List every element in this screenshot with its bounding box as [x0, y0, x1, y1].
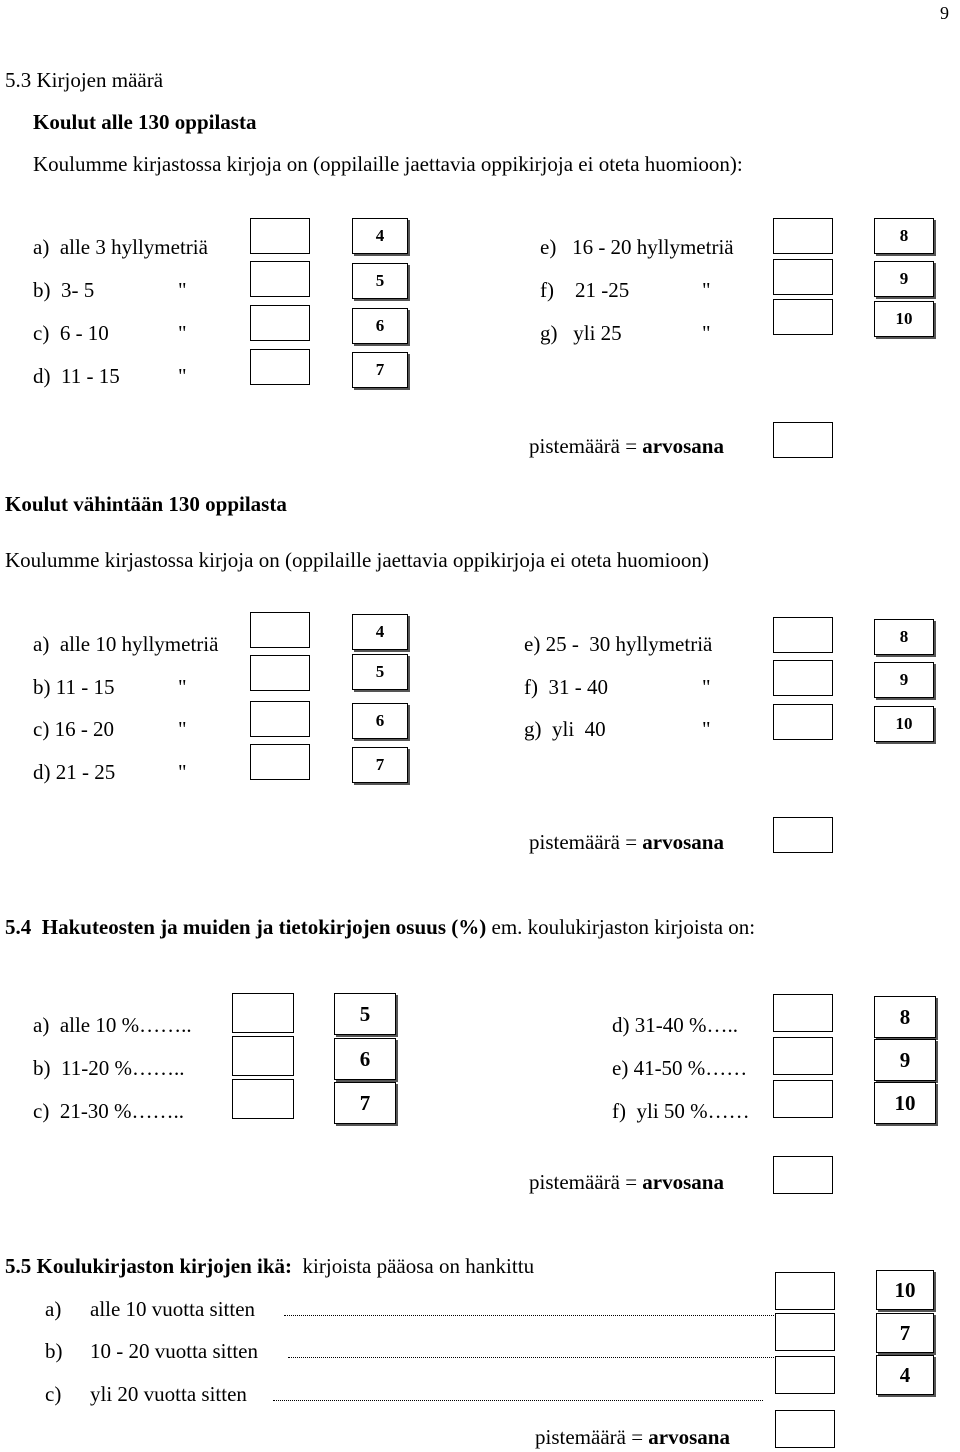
- sub1-title: Koulut alle 130 oppilasta: [33, 110, 257, 134]
- s55-option-c-letter: c): [45, 1382, 62, 1406]
- sub1-option-e-points: 8: [874, 218, 934, 254]
- sub1-option-g-checkbox[interactable]: [773, 299, 833, 335]
- sub1-total-grade-word: arvosana: [642, 434, 724, 458]
- s55-option-c-leader-dots: [273, 1400, 763, 1401]
- section-5-3-heading: 5.3 Kirjojen määrä: [5, 68, 164, 92]
- section-5-5-heading-bold: 5.5 Koulukirjaston kirjojen ikä:: [5, 1254, 293, 1278]
- sub2-option-d-checkbox[interactable]: [250, 744, 310, 780]
- sub1-total-text: pistemäärä =: [529, 434, 643, 458]
- sub2-option-c-checkbox[interactable]: [250, 701, 310, 737]
- sub1-option-c-points: 6: [352, 308, 408, 344]
- s54-option-d-points: 8: [874, 996, 936, 1038]
- s55-option-b-checkbox[interactable]: [775, 1313, 835, 1351]
- sub1-option-g-points: 10: [874, 301, 934, 337]
- sub1-option-e-checkbox[interactable]: [773, 218, 833, 254]
- s54-option-f-label: f) yli 50 %……: [612, 1099, 750, 1123]
- sub2-option-e-label: e) 25 - 30 hyllymetriä: [524, 632, 713, 656]
- sub2-option-c-ditto: ": [178, 717, 187, 741]
- s54-option-b-label: b) 11-20 %……..: [33, 1056, 185, 1080]
- sub1-option-f-points: 9: [874, 261, 934, 297]
- page-number: 9: [940, 3, 949, 23]
- sub1-total-label: [529, 436, 724, 457]
- s55-option-b-points: 7: [876, 1313, 934, 1353]
- s55-option-a-leader-dots: [284, 1315, 774, 1316]
- sub1-option-a-label: a) alle 3 hyllymetriä: [33, 235, 208, 259]
- s55-option-b-label: 10 - 20 vuotta sitten: [90, 1339, 258, 1363]
- sub2-intro: Koulumme kirjastossa kirjoja on (oppilaille jaettavia oppikirjoja ei oteta huomioon): [5, 548, 709, 572]
- s55-option-c-label: yli 20 vuotta sitten: [90, 1382, 247, 1406]
- s54-option-d-label: d) 31-40 %…..: [612, 1013, 738, 1037]
- sub2-option-f-checkbox[interactable]: [773, 660, 833, 696]
- s55-total-text: pistemäärä =: [535, 1425, 649, 1449]
- s55-option-a-checkbox[interactable]: [775, 1272, 835, 1310]
- sub2-total-input-box[interactable]: [773, 817, 833, 853]
- sub1-option-c-checkbox[interactable]: [250, 305, 310, 341]
- s54-total-grade-word: arvosana: [642, 1170, 724, 1194]
- s55-option-a-letter: a): [45, 1297, 62, 1321]
- sub2-option-g-ditto: ": [702, 717, 711, 741]
- s55-total-label: [535, 1427, 730, 1448]
- sub2-option-f-label: f) 31 - 40: [524, 675, 608, 699]
- sub2-option-e-checkbox[interactable]: [773, 617, 833, 653]
- sub2-option-g-points: 10: [874, 706, 934, 742]
- s54-option-f-checkbox[interactable]: [773, 1080, 833, 1118]
- sub2-option-d-points: 7: [352, 747, 408, 783]
- s55-option-a-label: alle 10 vuotta sitten: [90, 1297, 256, 1321]
- sub2-option-b-ditto: ": [178, 675, 187, 699]
- section-5-5-heading-rest: kirjoista pääosa on hankittu: [292, 1254, 535, 1278]
- sub2-option-f-points: 9: [874, 662, 934, 698]
- sub2-option-c-points: 6: [352, 703, 408, 739]
- s55-option-c-points: 4: [876, 1355, 934, 1395]
- sub2-option-g-label: g) yli 40: [524, 717, 606, 741]
- s54-option-c-points: 7: [334, 1082, 396, 1124]
- sub2-option-b-checkbox[interactable]: [250, 655, 310, 691]
- sub1-total-input-box[interactable]: [773, 422, 833, 458]
- sub1-option-b-checkbox[interactable]: [250, 261, 310, 297]
- s55-option-b-leader-dots: [288, 1357, 774, 1358]
- sub1-option-c-label: c) 6 - 10: [33, 321, 109, 345]
- s55-total-input-box[interactable]: [775, 1410, 835, 1448]
- sub2-option-d-label: d) 21 - 25: [33, 760, 116, 784]
- sub1-option-g-label: g) yli 25: [540, 321, 622, 345]
- sub2-option-c-label: c) 16 - 20: [33, 717, 115, 741]
- sub1-option-d-points: 7: [352, 352, 408, 388]
- sub2-option-b-points: 5: [352, 654, 408, 690]
- sub1-option-a-checkbox[interactable]: [250, 218, 310, 254]
- sub1-option-a-points: 4: [352, 218, 408, 254]
- sub2-option-f-ditto: ": [702, 675, 711, 699]
- s54-total-label: [529, 1172, 724, 1193]
- s55-option-c-checkbox[interactable]: [775, 1356, 835, 1394]
- sub1-option-d-checkbox[interactable]: [250, 349, 310, 385]
- sub2-total-label: [529, 832, 724, 853]
- s54-option-e-checkbox[interactable]: [773, 1037, 833, 1075]
- section-5-5-heading: [5, 1256, 534, 1277]
- s54-option-c-label: c) 21-30 %……..: [33, 1099, 185, 1123]
- sub2-option-a-label: a) alle 10 hyllymetriä: [33, 632, 219, 656]
- s54-option-c-checkbox[interactable]: [232, 1079, 294, 1119]
- sub2-option-a-checkbox[interactable]: [250, 612, 310, 648]
- s54-option-e-points: 9: [874, 1039, 936, 1081]
- s54-total-input-box[interactable]: [773, 1156, 833, 1194]
- sub2-option-a-points: 4: [352, 614, 408, 650]
- s55-option-b-letter: b): [45, 1339, 63, 1363]
- s54-option-d-checkbox[interactable]: [773, 994, 833, 1032]
- sub1-option-f-label: f) 21 -25: [540, 278, 630, 302]
- s54-option-a-label: a) alle 10 %……..: [33, 1013, 192, 1037]
- sub2-title: Koulut vähintään 130 oppilasta: [5, 492, 287, 516]
- s54-total-text: pistemäärä =: [529, 1170, 643, 1194]
- sub2-total-text: pistemäärä =: [529, 830, 643, 854]
- s55-total-grade-word: arvosana: [648, 1425, 730, 1449]
- sub1-option-b-points: 5: [352, 263, 408, 299]
- sub1-option-b-ditto: ": [178, 278, 187, 302]
- s54-option-b-checkbox[interactable]: [232, 1036, 294, 1076]
- sub2-total-grade-word: arvosana: [642, 830, 724, 854]
- sub1-option-d-label: d) 11 - 15: [33, 364, 120, 388]
- sub2-option-e-points: 8: [874, 619, 934, 655]
- sub2-option-g-checkbox[interactable]: [773, 704, 833, 740]
- s54-option-f-points: 10: [874, 1082, 936, 1124]
- s55-option-a-points: 10: [876, 1270, 934, 1310]
- sub1-option-f-ditto: ": [702, 278, 711, 302]
- sub1-option-g-ditto: ": [702, 321, 711, 345]
- section-5-4-heading-rest: em. koulukirjaston kirjoista on:: [486, 915, 756, 939]
- sub1-option-f-checkbox[interactable]: [773, 259, 833, 295]
- s54-option-a-checkbox[interactable]: [232, 993, 294, 1033]
- section-5-4-heading: [5, 917, 755, 938]
- sub1-option-c-ditto: ": [178, 321, 187, 345]
- s54-option-e-label: e) 41-50 %……: [612, 1056, 748, 1080]
- sub1-option-d-ditto: ": [178, 364, 187, 388]
- section-5-4-heading-bold: 5.4 Hakuteosten ja muiden ja tietokirjojen osuus (%): [5, 915, 487, 939]
- sub1-option-b-label: b) 3- 5: [33, 278, 95, 302]
- sub1-option-e-label: e) 16 - 20 hyllymetriä: [540, 235, 734, 259]
- sub1-intro: Koulumme kirjastossa kirjoja on (oppilaille jaettavia oppikirjoja ei oteta huomioon):: [33, 152, 743, 176]
- s54-option-b-points: 6: [334, 1038, 396, 1080]
- sub2-option-d-ditto: ": [178, 760, 187, 784]
- s54-option-a-points: 5: [334, 993, 396, 1035]
- sub2-option-b-label: b) 11 - 15: [33, 675, 115, 699]
